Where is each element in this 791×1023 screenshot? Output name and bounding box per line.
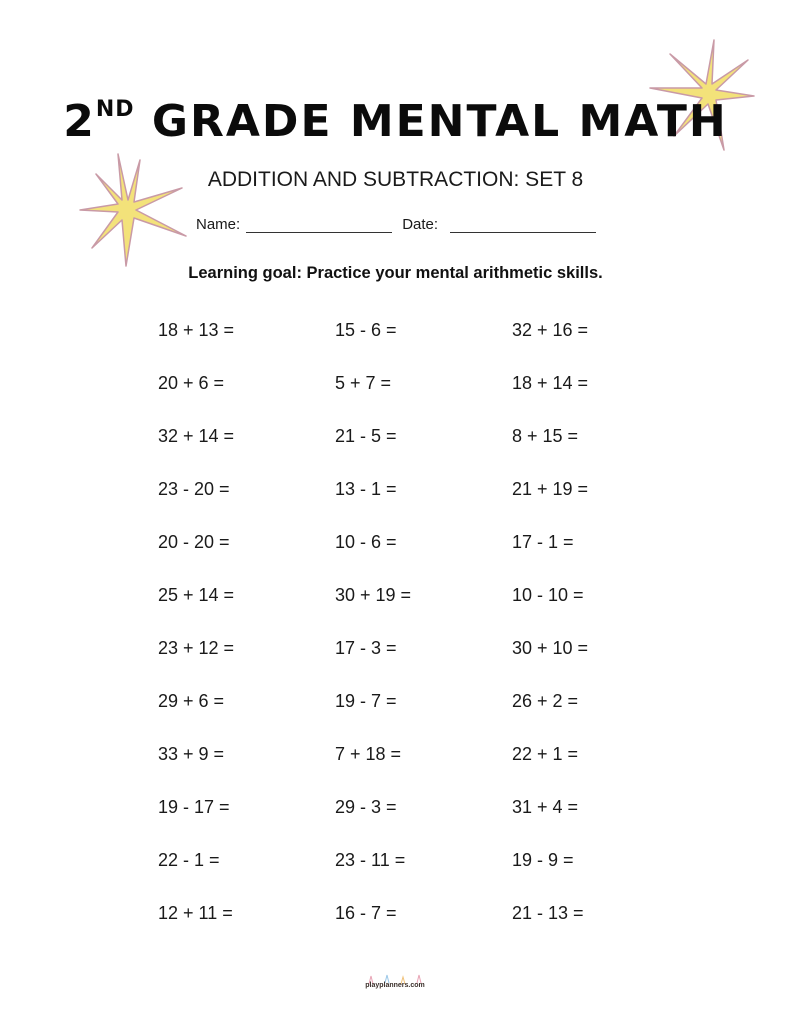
page-title [0,96,791,147]
problem-item: 18 + 14 = [512,373,589,393]
problem-item: 21 - 13 = [512,903,584,923]
problem-item: 17 - 1 = [512,532,574,552]
problem-item: 31 + 4 = [512,797,579,817]
problem-item: 23 - 20 = [158,479,230,499]
date-label: Date: [402,216,439,233]
problem-item: 23 + 12 = [158,638,235,658]
name-label: Name: [196,216,241,233]
problem-item: 10 - 10 = [512,585,584,605]
problem-item: 29 - 3 = [335,797,397,817]
title-ordinal-suffix: ND [95,97,135,123]
problem-item: 32 + 16 = [512,320,589,340]
problem-item: 25 + 14 = [158,585,235,605]
title-rest: GRADE MENTAL MATH [134,96,728,147]
problem-grid [158,318,658,954]
learning-goal: Learning goal: Practice your mental arithmetic skills. [188,264,603,282]
problem-item: 16 - 7 = [335,903,397,923]
date-field-line[interactable] [450,216,596,233]
problem-item: 30 + 19 = [335,585,412,605]
problem-item: 19 - 7 = [335,691,397,711]
problem-item: 12 + 11 = [158,903,233,923]
problem-item: 7 + 18 = [335,744,402,764]
problem-item: 22 + 1 = [512,744,579,764]
problem-item: 18 + 13 = [158,320,235,340]
problem-item: 29 + 6 = [158,691,225,711]
problem-item: 21 - 5 = [335,426,397,446]
problem-item: 13 - 1 = [335,479,397,499]
name-date-row [196,216,596,233]
problem-item: 20 - 20 = [158,532,230,552]
problem-item: 19 - 17 = [158,797,230,817]
problem-item: 23 - 11 = [335,850,406,870]
footer-brand: playplanners.com [365,982,425,989]
problem-item: 8 + 15 = [512,426,579,446]
problem-item: 30 + 10 = [512,638,589,658]
problem-item: 19 - 9 = [512,850,574,870]
problem-item: 10 - 6 = [335,532,397,552]
footer-logo [355,974,435,998]
problem-item: 26 + 2 = [512,691,579,711]
title-ordinal-number: 2 [63,96,96,147]
problem-item: 32 + 14 = [158,426,235,446]
problem-item: 17 - 3 = [335,638,397,658]
name-field-line[interactable] [246,216,392,233]
problem-item: 5 + 7 = [335,373,392,393]
problem-item: 15 - 6 = [335,320,397,340]
problem-item: 20 + 6 = [158,373,225,393]
problem-item: 22 - 1 = [158,850,220,870]
subtitle: ADDITION AND SUBTRACTION: SET 8 [207,168,584,191]
problem-item: 21 + 19 = [512,479,589,499]
problem-item: 33 + 9 = [158,744,225,764]
